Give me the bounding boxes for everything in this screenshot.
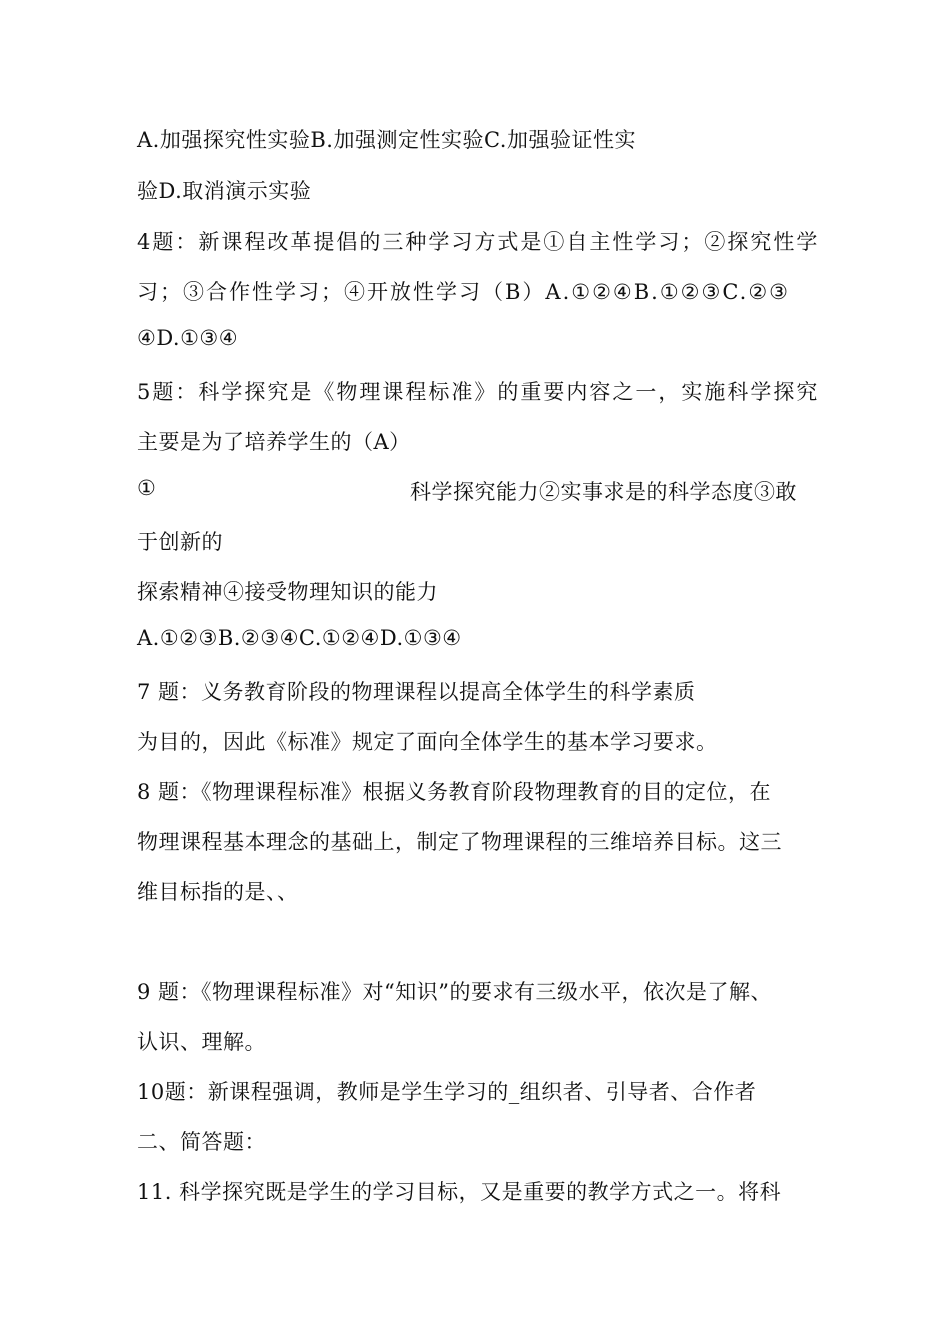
question-10-line-1: 10题：新课程强调，教师是学生学习的_组织者、引导者、合作者	[137, 1080, 757, 1104]
question-5-line-2: 主要是为了培养学生的（A）	[137, 430, 411, 454]
question-7-line-2: 为目的，因此《标准》规定了面向全体学生的基本学习要求。	[137, 730, 718, 754]
section-heading-short-answer: 二、简答题：	[137, 1130, 266, 1154]
question-11-line-1: 11. 科学探究既是学生的学习目标，又是重要的教学方式之一。将科	[137, 1180, 782, 1204]
question-5-line-3: 科学探究能力②实事求是的科学态度③敢	[410, 480, 797, 504]
question-8-line-3: 维目标指的是、、	[137, 880, 299, 904]
question-5-options: A.①②③B.②③④C.①②④D.①③④	[137, 626, 462, 650]
question-7-line-1: 7 题：义务教育阶段的物理课程以提高全体学生的科学素质	[137, 680, 696, 704]
question-9-line-2: 认识、理解。	[137, 1030, 266, 1054]
question-8-line-2: 物理课程基本理念的基础上，制定了物理课程的三维培养目标。这三	[137, 830, 782, 854]
question-4-line-1: 4题：新课程改革提倡的三种学习方式是①自主性学习；②探究性学	[137, 230, 820, 254]
question-8-line-1: 8 题：《物理课程标准》根据义务教育阶段物理教育的目的定位，在	[137, 780, 772, 804]
question-4-line-3: ④D.①③④	[137, 326, 239, 350]
question-9-line-1: 9 题：《物理课程标准》对“知识”的要求有三级水平，依次是了解、	[137, 980, 773, 1004]
question-4-line-2: 习；③合作性学习；④开放性学习（B）A.①②④B.①②③C.②③	[137, 280, 790, 304]
question-5-line-1: 5题：科学探究是《物理课程标准》的重要内容之一，实施科学探究	[137, 380, 820, 404]
question-5-circled-number: ①	[137, 476, 157, 500]
question-3-options-line-2: 验D.取消演示实验	[137, 179, 312, 203]
question-5-line-4: 于创新的	[137, 530, 223, 554]
question-5-line-5: 探索精神④接受物理知识的能力	[137, 580, 438, 604]
question-3-options-line-1: A.加强探究性实验B.加强测定性实验C.加强验证性实	[137, 128, 636, 152]
